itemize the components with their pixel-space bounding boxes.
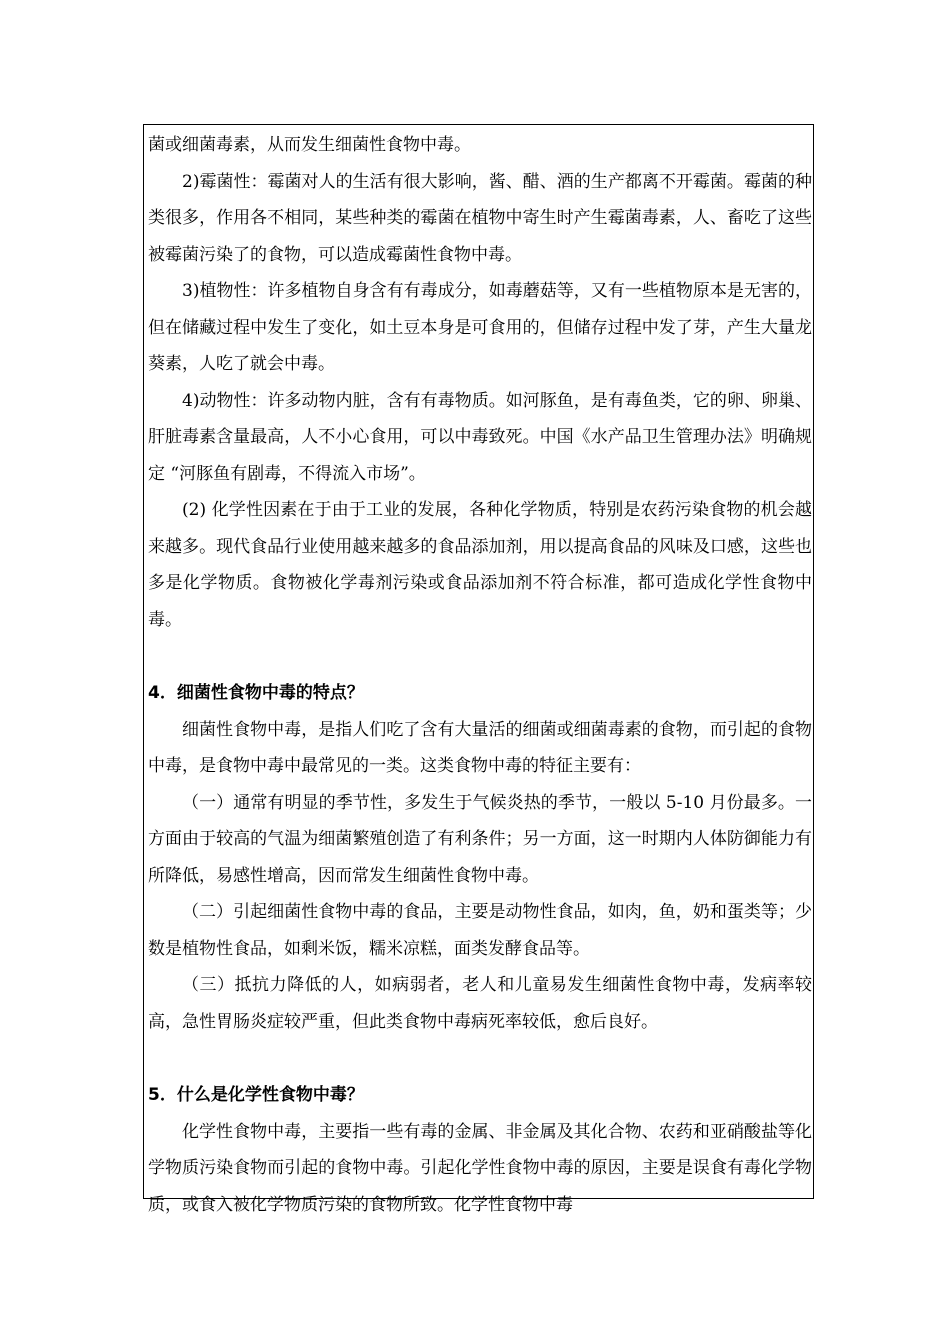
section-4-paragraph: （二）引起细菌性食物中毒的食品，主要是动物性食品，如肉，鱼，奶和蛋类等；少数是植物性食品，如剩米饭，糯米凉糕，面类发酵食品等。	[148, 902, 812, 959]
section-4-paragraph: （三）抵抗力降低的人，如病弱者，老人和儿童易发生细菌性食物中毒，发病率较高，急性胃肠炎症较严重，但此类食物中毒病死率较低，愈后良好。	[148, 975, 812, 1032]
section-spacer	[148, 638, 812, 675]
document-content	[148, 127, 812, 1223]
paragraph-plant-toxin: 3)植物性：许多植物自身含有有毒成分，如毒蘑菇等，又有一些植物原本是无害的，但在储藏过程中发生了变化，如土豆本身是可食用的，但储存过程中发了芽，产生大量龙葵素，人吃了就会中毒。	[148, 281, 812, 374]
paragraph-animal-toxin: 4)动物性：许多动物内脏，含有有毒物质。如河豚鱼，是有毒鱼类，它的卵、卵巢、肝脏毒素含量最高，人不小心食用，可以中毒致死。中国《水产品卫生管理办法》明确规定 “河豚鱼有剧毒，不得流入市场”。	[148, 390, 812, 484]
section-4-paragraph: 细菌性食物中毒，是指人们吃了含有大量活的细菌或细菌毒素的食物，而引起的食物中毒，是食物中毒中最常见的一类。这类食物中毒的特征主要有：	[148, 719, 812, 776]
paragraph-continuation: 菌或细菌毒素，从而发生细菌性食物中毒。	[148, 135, 471, 155]
paragraph-mold-toxin: 2)霉菌性：霉菌对人的生活有很大影响，酱、醋、酒的生产都离不开霉菌。霉菌的种类很多，作用各不相同，某些种类的霉菌在植物中寄生时产生霉菌毒素，人、畜吃了这些被霉菌污染了的食物，可以造成霉菌性食物中毒。	[148, 171, 812, 265]
section-4-paragraph: （一）通常有明显的季节性，多发生于气候炎热的季节，一般以 5-10 月份最多。一方面由于较高的气温为细菌繁殖创造了有利条件；另一方面，这一时期内人体防御能力有所降低，易感性增高，因而常发生细菌性食物中毒。	[148, 792, 812, 886]
document-table-cell	[143, 124, 814, 1215]
section-4-heading: 4．细菌性食物中毒的特点？	[148, 683, 364, 703]
paragraph-chemical-factors: (2) 化学性因素在于由于工业的发展，各种化学物质，特别是农药污染食物的机会越来越多。现代食品行业使用越来越多的食品添加剂，用以提高食品的风味及口感，这些也多是化学物质。食物被化学毒剂污染或食品添加剂不符合标准，都可造成化学性食物中毒。	[148, 500, 812, 630]
section-5-heading: 5．什么是化学性食物中毒？	[148, 1085, 364, 1105]
section-spacer	[148, 1040, 812, 1077]
section-5-paragraph: 化学性食物中毒，主要指一些有毒的金属、非金属及其化合物、农药和亚硝酸盐等化学物质污染食物而引起的食物中毒。引起化学性食物中毒的原因，主要是误食有毒化学物质，或食入被化学物质污染的食物所致。化学性食物中毒	[148, 1121, 812, 1215]
